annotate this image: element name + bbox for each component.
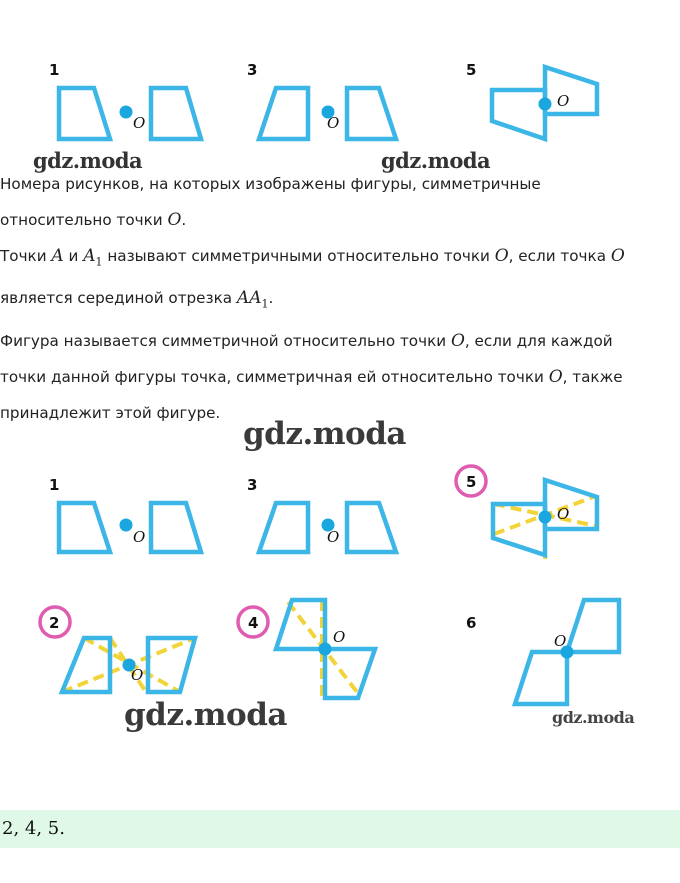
fig3-right-shape [347, 88, 396, 139]
fig-label-1: 1 [49, 61, 60, 79]
text-line: принадлежит этой фигуре. [0, 403, 221, 422]
text-line: Номера рисунков, на которых изображены фигуры, симметричные [0, 175, 541, 193]
fig-label-4: 4 [248, 614, 259, 632]
watermark: gdz.moda [124, 697, 287, 733]
fig4-top-shape [276, 600, 325, 649]
point-o-label: O [133, 114, 146, 132]
fig5-center-point [539, 511, 552, 524]
explanation-text [0, 166, 672, 431]
fig3-left-shape [259, 88, 308, 139]
fig3-left-shape [259, 503, 308, 552]
watermark: gdz.moda [381, 148, 491, 173]
watermark: gdz.moda [552, 708, 635, 727]
answer-text: 2, 4, 5. [2, 818, 65, 839]
point-o-label: O [554, 632, 567, 650]
text-line: Фигура называется симметричной относительно точки O, если для каждой [0, 330, 613, 351]
fig1-left-shape [59, 88, 110, 139]
point-o-label: O [333, 628, 346, 646]
answer-box [0, 810, 680, 848]
fig-label-5: 5 [466, 61, 477, 79]
point-o-label: O [557, 92, 570, 110]
fig-label-5: 5 [466, 473, 477, 491]
fig-label-6: 6 [466, 614, 477, 632]
point-o-label: O [327, 114, 340, 132]
watermark: gdz.moda [33, 148, 143, 173]
point-o-label: O [131, 666, 144, 684]
fig1-right-shape [151, 88, 201, 139]
fig3-right-shape [347, 503, 396, 552]
fig1-center-point [120, 106, 133, 119]
fig-label-3: 3 [247, 476, 258, 494]
point-o-label: O [557, 505, 570, 523]
fig1-center-point [120, 519, 133, 532]
fig-label-1: 1 [49, 476, 60, 494]
fig4-bottom-shape [325, 649, 375, 698]
text-line: Точки A и $A_1$ называют симметричными относительно точки O, если точка O [0, 246, 625, 269]
watermark: gdz.moda [243, 416, 406, 452]
fig4-center-point [319, 643, 332, 656]
text-line: точки данной фигуры точка, симметричная ей относительно точки O, также [0, 366, 623, 387]
point-o-label: O [327, 528, 340, 546]
fig5-right-shape [545, 67, 597, 114]
fig5-center-point [539, 98, 552, 111]
fig1-left-shape [59, 503, 110, 552]
fig2-right-shape [148, 638, 195, 692]
fig-label-2: 2 [49, 614, 60, 632]
text-line: является серединой отрезка $AA_1$. [0, 288, 274, 311]
fig6-top-shape [567, 600, 619, 652]
fig1-right-shape [151, 503, 201, 552]
fig5-left-shape [492, 90, 545, 139]
point-o-label: O [133, 528, 146, 546]
text-line: относительно точки O. [0, 210, 187, 230]
fig-label-3: 3 [247, 61, 258, 79]
fig6-bottom-shape [515, 652, 567, 704]
